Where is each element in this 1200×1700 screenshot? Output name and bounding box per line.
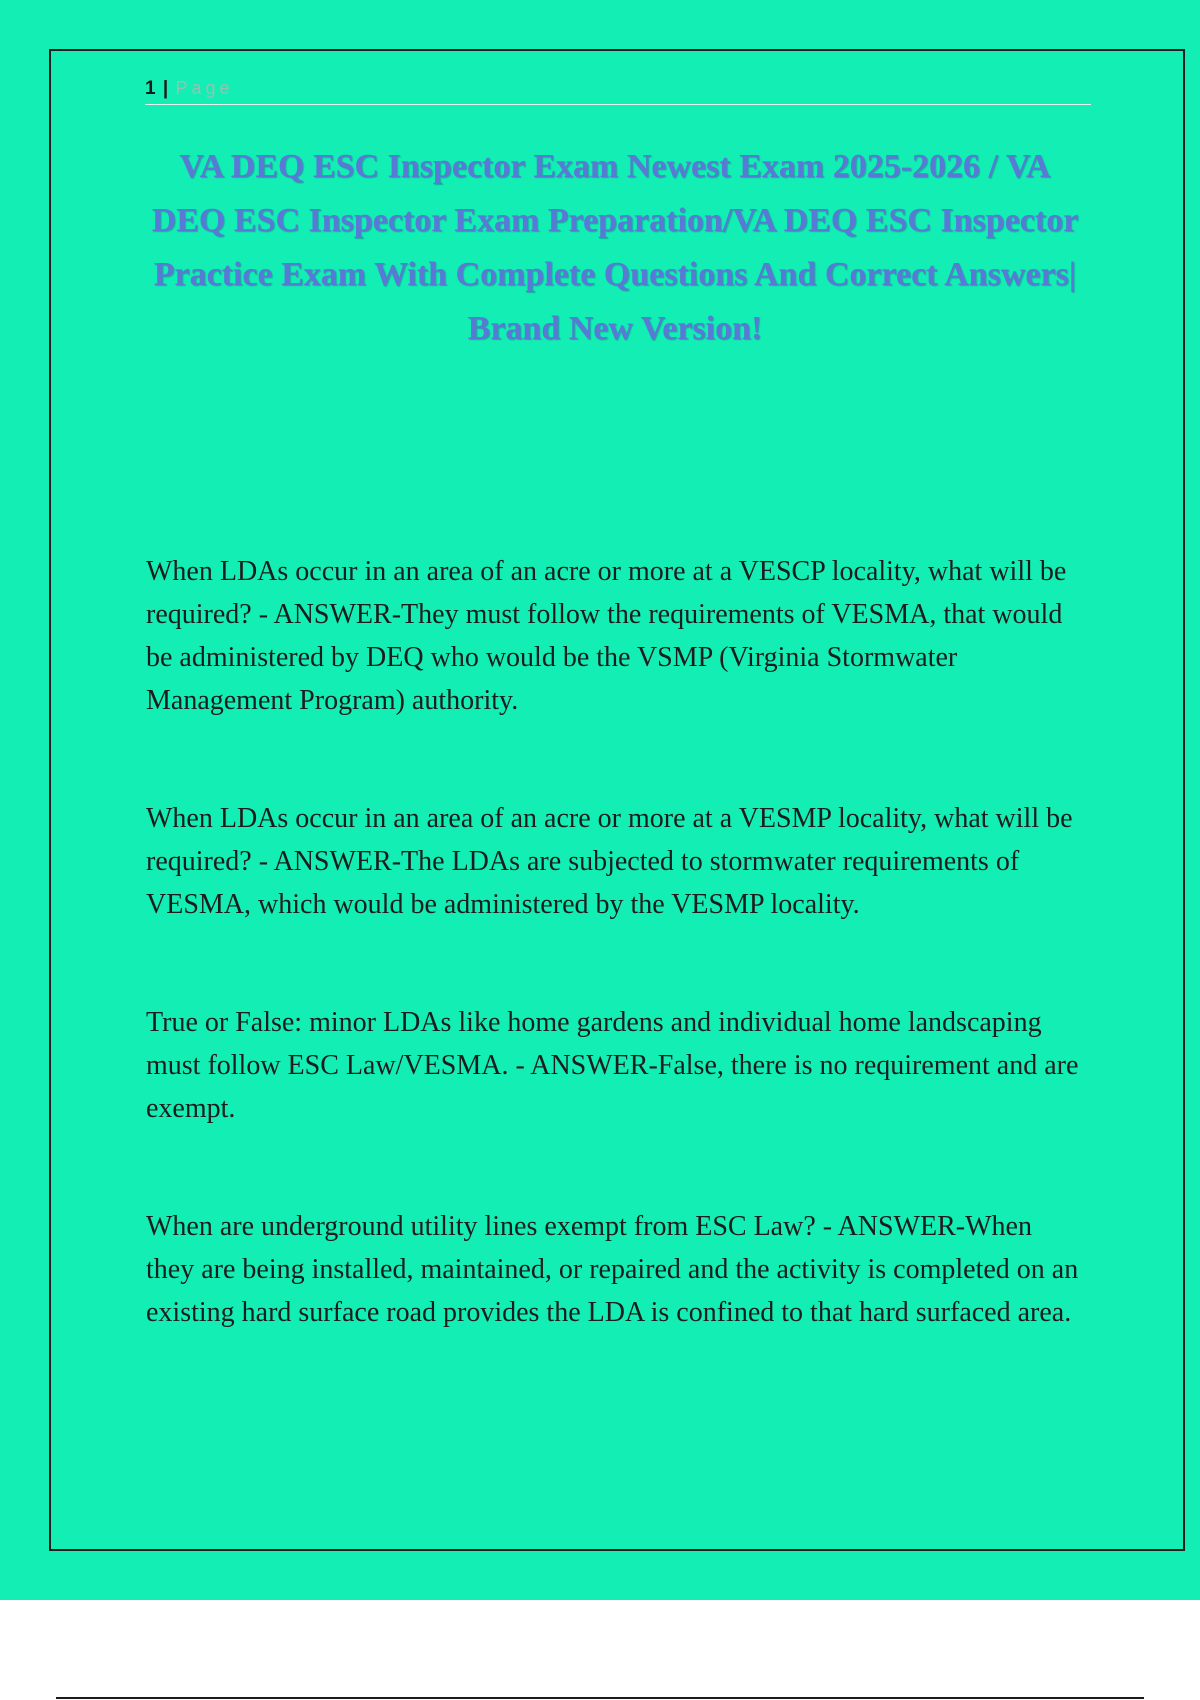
page-header — [145, 74, 1091, 105]
qa-item: When LDAs occur in an area of an acre or more at a VESCP locality, what will be required? - ANSWER-They must follow the requirements of VESMA, that would be administered by DEQ who would be the VSMP (Virginia Stormwater Management Program) authority. — [146, 556, 1067, 716]
document-title: VA DEQ ESC Inspector Exam Newest Exam 2025-2026 / VA DEQ ESC Inspector Exam Preparation/VA DEQ ESC Inspector Practice Exam With Complete Questions And Correct Answers| Brand New Version! — [151, 148, 1079, 347]
qa-item: True or False: minor LDAs like home gardens and individual home landscaping must follow ESC Law/VESMA. - ANSWER-False, there is no requirement and are exempt. — [146, 1007, 1079, 1124]
page-number: 1 — [145, 78, 156, 99]
page-label: Page — [175, 78, 234, 98]
page-number-separator: | — [162, 78, 169, 99]
next-page-rule — [56, 1697, 1144, 1699]
qa-item: When are underground utility lines exempt from ESC Law? - ANSWER-When they are being installed, maintained, or repaired and the activity is completed on an existing hard surface road provides the LDA is confined to that hard surfaced area. — [146, 1211, 1079, 1328]
question-answer-list — [146, 550, 1086, 1409]
qa-item: When LDAs occur in an area of an acre or more at a VESMP locality, what will be required? - ANSWER-The LDAs are subjected to stormwater requirements of VESMA, which would be administered by the VESMP locality. — [146, 803, 1073, 920]
